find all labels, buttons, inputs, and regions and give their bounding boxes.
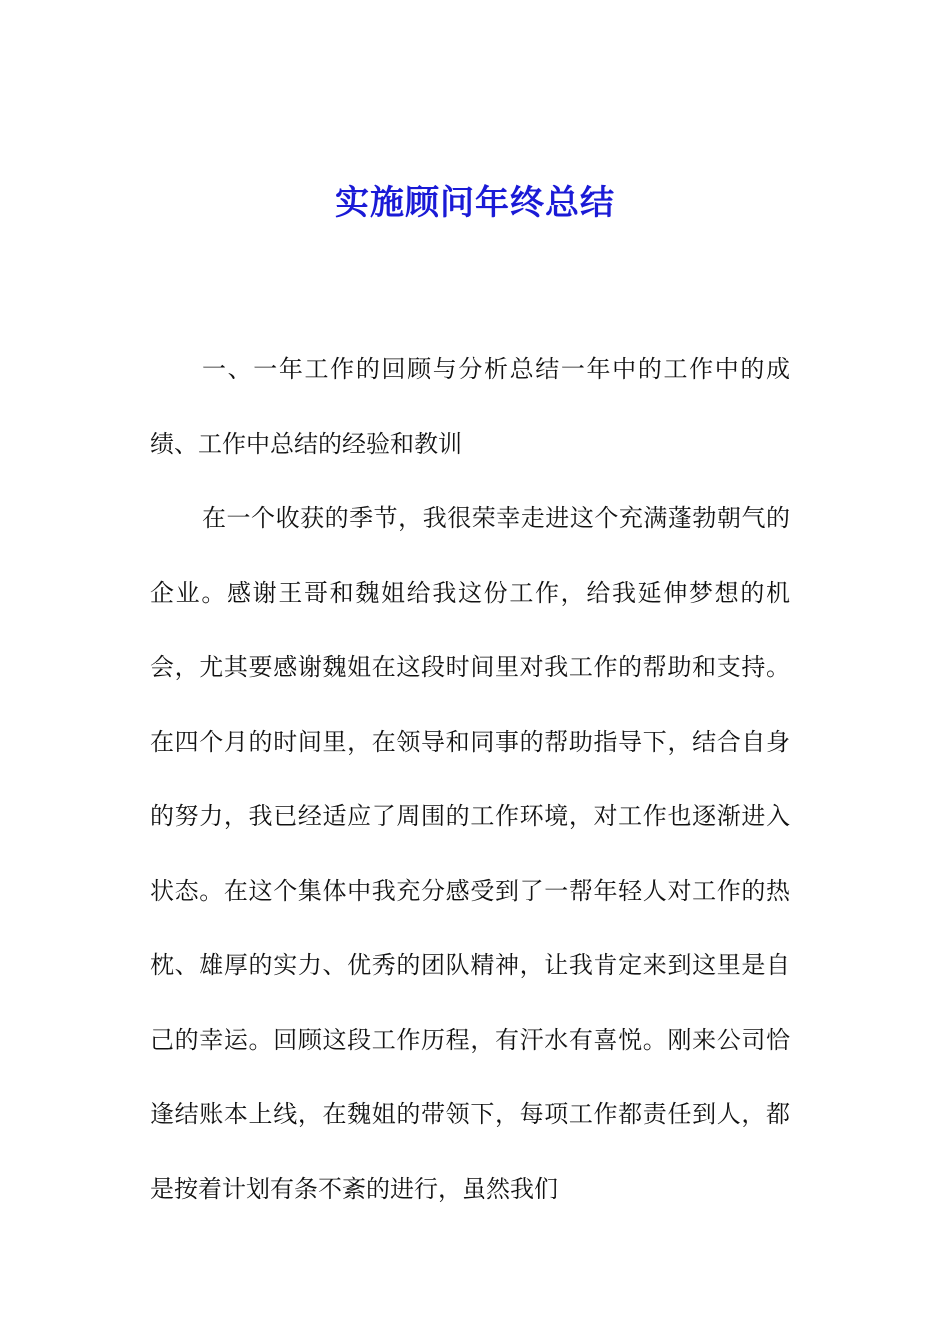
document-title: 实施顾问年终总结 — [335, 183, 615, 223]
document-body — [150, 332, 790, 1226]
paragraph-heading: 一、一年工作的回顾与分析总结一年中的工作中的成绩、工作中总结的经验和教训 — [150, 355, 790, 458]
paragraph-body: 在一个收获的季节，我很荣幸走进这个充满蓬勃朝气的企业。感谢王哥和魏姐给我这份工作，给我延伸梦想的机会，尤其要感谢魏姐在这段时间里对我工作的帮助和支持。在四个月的时间里，在领导和同事的帮助指导下，结合自身的努力，我已经适应了周围的工作环境，对工作也逐渐进入状态。在这个集体中我充分感受到了一帮年轻人对工作的热枕、雄厚的实力、优秀的团队精神，让我肯定来到这里是自己的幸运。回顾这段工作历程，有汗水有喜悦。刚来公司恰逢结账本上线，在魏姐的带领下，每项工作都责任到人，都是按着计划有条不紊的进行，虽然我们 — [150, 504, 790, 1203]
